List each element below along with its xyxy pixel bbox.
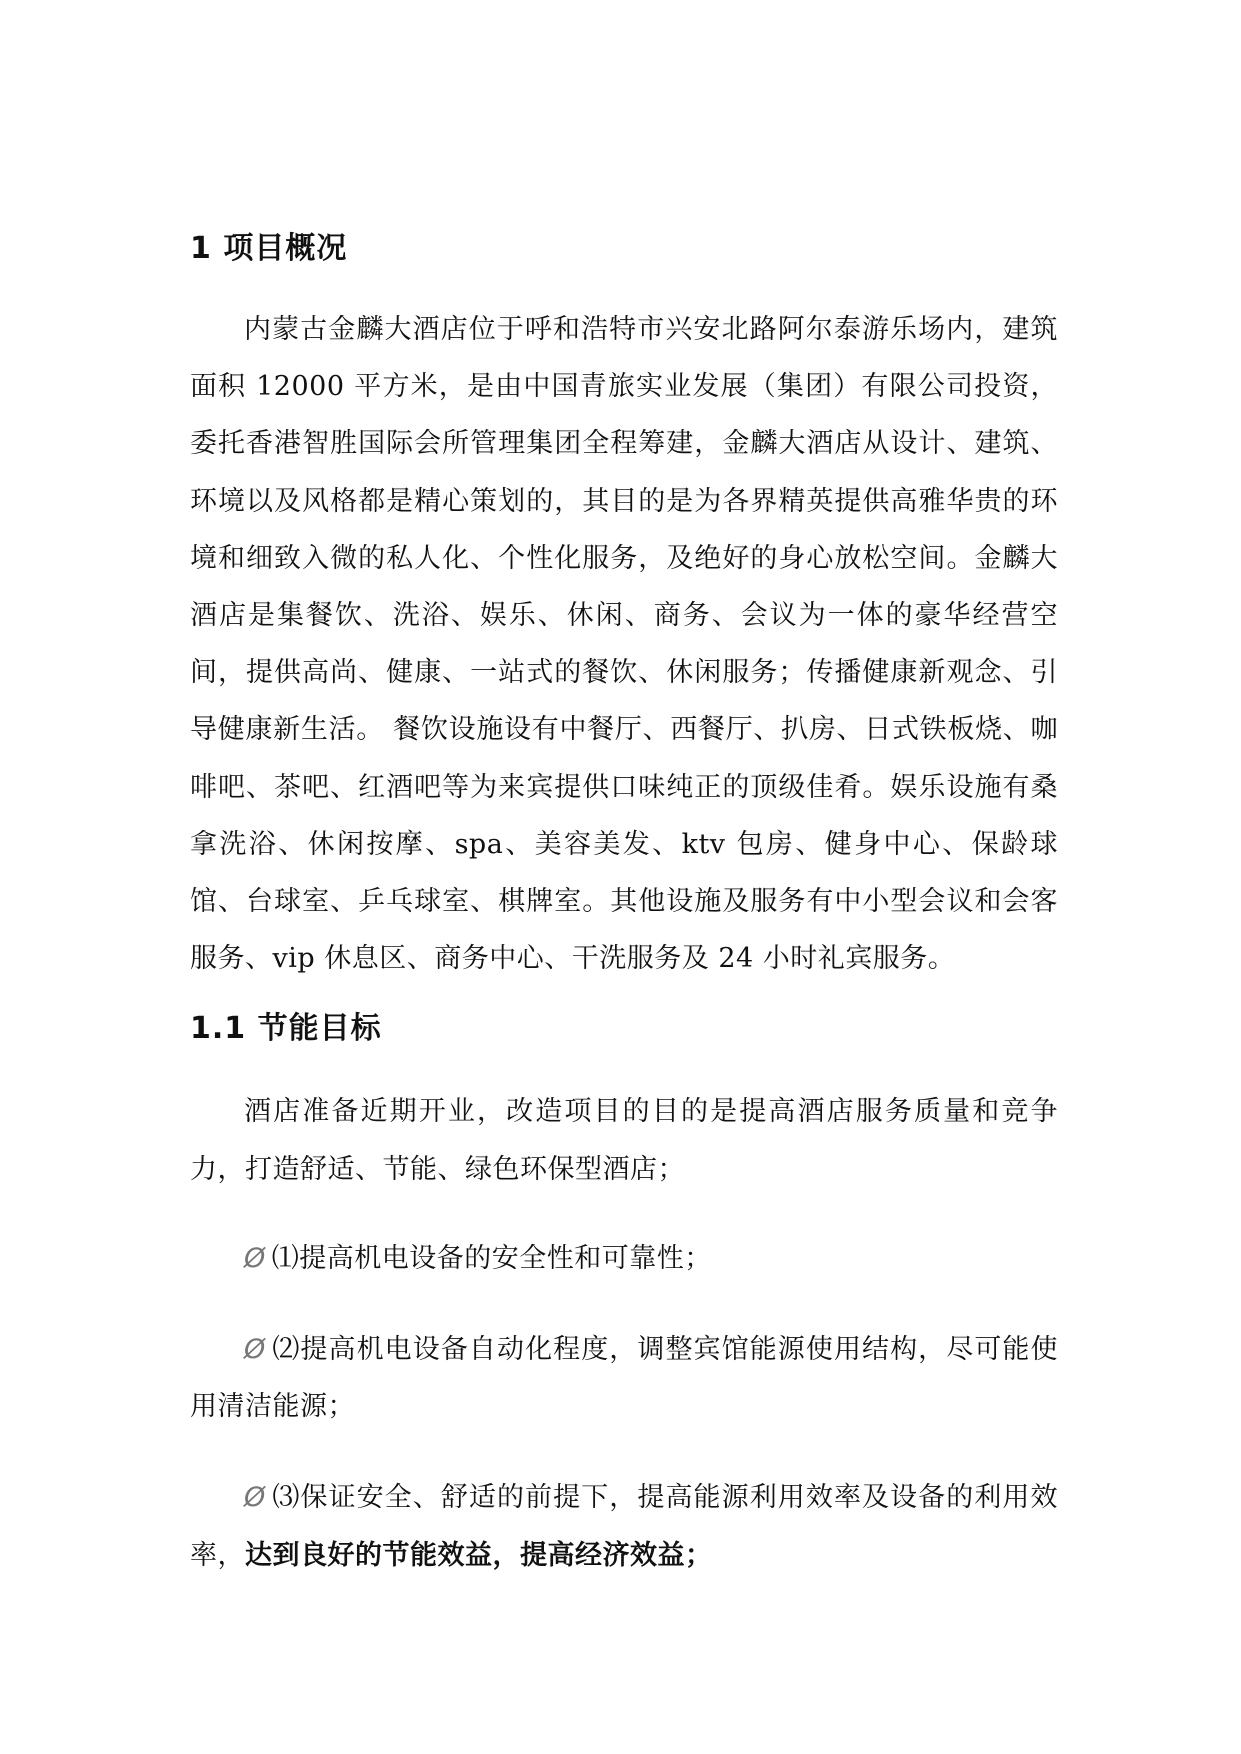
goal-item-1: [190, 1230, 1058, 1287]
goal-item-1-text: ⑴提高机电设备的安全性和可靠性；: [271, 1242, 712, 1274]
goal-item-3-bold-text: 达到良好的节能效益，提高经济效益；: [245, 1539, 713, 1571]
goal-item-2-text: ⑵提高机电设备自动化程度，调整宾馆能源使用结构，尽可能使用清洁能源；: [190, 1334, 1058, 1423]
goal-item-3: [190, 1469, 1058, 1583]
energy-goals-intro-paragraph: 酒店准备近期开业，改造项目的目的是提高酒店服务质量和竞争力，打造舒适、节能、绿色环保型酒店；: [190, 1096, 1058, 1185]
section-heading-energy-saving-goals: 1.1 节能目标: [190, 1011, 382, 1047]
section-heading-project-overview: 1 项目概况: [190, 231, 348, 266]
goal-item-2: [190, 1321, 1058, 1435]
bullet-icon: Ø: [244, 1242, 266, 1274]
goal-item-3-text: ⑶保证安全、舒适的前提下，提高能源利用效率及设备的利用效率，: [190, 1482, 1058, 1571]
project-overview-paragraph: 内蒙古金麟大酒店位于呼和浩特市兴安北路阿尔泰游乐场内，建筑面积 12000 平方米，是由中国青旅实业发展（集团）有限公司投资，委托香港智胜国际会所管理集团全程筹建，金麟大酒店从设计、建筑、环境以及风格都是精心策划的，其目的是为各界精英提供高雅华贵的环境和细致入微的私人化、个性化服务，及绝好的身心放松空间。金麟大酒店是集餐饮、洗浴、娱乐、休闲、商务、会议为一体的豪华经营空间，提供高尚、健康、一站式的餐饮、休闲服务；传播健康新观念、引导健康新生活。 餐饮设施设有中餐厅、西餐厅、扒房、日式铁板烧、咖啡吧、茶吧、红酒吧等为来宾提供口味纯正的顶级佳肴。娱乐设施有桑拿洗浴、休闲按摩、spa、美容美发、ktv 包房、健身中心、保龄球馆、台球室、乒乓球室、棋牌室。其他设施及服务有中小型会议和会客服务、vip 休息区、商务中心、干洗服务及 24 小时礼宾服务。: [190, 314, 1058, 975]
page-content: [190, 225, 1058, 1618]
bullet-icon: Ø: [244, 1334, 266, 1366]
bullet-icon: Ø: [244, 1482, 266, 1514]
